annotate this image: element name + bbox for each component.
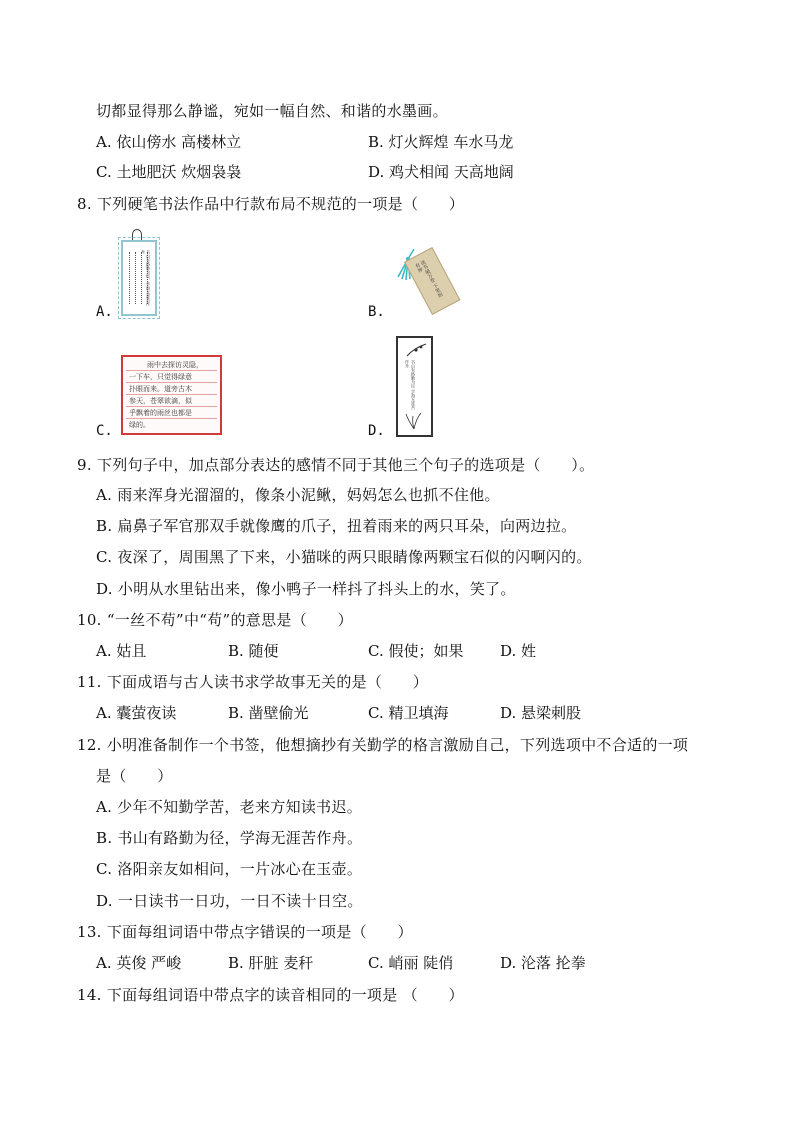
bookmark-c-image — [121, 355, 222, 435]
bookmark-d-text: 书山有路勤为径 学海无涯苦作舟 — [405, 360, 416, 410]
q10-option-d: D. 姓 — [500, 642, 537, 660]
bookmark-b-text: 读书破万卷 下笔如有神 — [413, 259, 444, 299]
q13-option-b: B. 肝脏 麦秆 — [228, 954, 314, 972]
q13-option-a: A. 英俊 严峻 — [96, 954, 182, 972]
q10-option-b: B. 随便 — [228, 642, 279, 660]
q8-label-c: C. — [96, 423, 113, 439]
q11-option-b: B. 凿壁偷光 — [228, 704, 309, 722]
bookmark-a-ring — [132, 229, 142, 240]
q7-option-a: A. 依山傍水 高楼林立 — [96, 133, 242, 151]
q13-option-d: D. 沦落 抡拳 — [500, 954, 586, 972]
q13-stem: 13. 下面每组词语中带点字错误的一项是（ ） — [77, 923, 413, 941]
orchid-icon — [404, 410, 424, 430]
bookmark-c-line-4: 参天，苍翠欲滴，似 — [129, 397, 192, 405]
q10-stem: 10. “一丝不苟”中“苟”的意思是（ ） — [77, 611, 353, 629]
q7-option-b: B. 灯火辉煌 车水马龙 — [368, 133, 514, 151]
q12-option-c: C. 洛阳亲友如相问，一片冰心在玉壶。 — [96, 860, 363, 878]
bookmark-a-text: 书山有路勤为径，学海无涯苦作舟 — [141, 250, 151, 306]
q7-option-c: C. 土地肥沃 炊烟袅袅 — [96, 163, 242, 181]
bookmark-c-line-6: 绿的。 — [129, 421, 150, 429]
q11-stem: 11. 下面成语与古人读书求学故事无关的是（ ） — [77, 673, 429, 691]
q11-option-a: A. 囊萤夜读 — [96, 704, 177, 722]
branch-icon — [406, 342, 428, 358]
q9-option-d: D. 小明从水里钻出来，像小鸭子一样抖了抖头上的水，笑了。 — [96, 580, 516, 598]
q12-option-b: B. 书山有路勤为径，学海无涯苦作舟。 — [96, 829, 363, 847]
q9-option-c: C. 夜深了，周围黑了下来，小猫咪的两只眼睛像两颗宝石似的闪啊闪的。 — [96, 548, 592, 566]
q9-option-b: B. 扁鼻子军官那双手就像鹰的爪子，扭着雨来的两只耳朵，向两边拉。 — [96, 517, 577, 535]
q8-label-d: D. — [368, 423, 385, 439]
q11-option-c: C. 精卫填海 — [368, 704, 449, 722]
q13-option-c: C. 峭丽 陡俏 — [368, 954, 454, 972]
q9-stem: 9. 下列句子中，加点部分表达的感情不同于其他三个句子的选项是（ ）。 — [77, 456, 595, 474]
q8-stem: 8. 下列硬笔书法作品中行款布局不规范的一项是（ ） — [77, 195, 465, 213]
bookmark-a-image — [121, 240, 157, 316]
q7-stem-tail: 切都显得那么静谧，宛如一幅自然、和谐的水墨画。 — [96, 102, 448, 120]
q10-option-a: A. 姑且 — [96, 642, 147, 660]
bookmark-c-line-5: 乎飘着的雨丝也都是 — [129, 409, 192, 417]
q11-option-d: D. 悬梁刺股 — [500, 704, 582, 722]
q12-option-a: A. 少年不知勤学苦，老来方知读书迟。 — [96, 798, 363, 816]
q14-stem: 14. 下面每组词语中带点字的读音相同的一项是 （ ） — [77, 986, 464, 1004]
q7-option-d: D. 鸡犬相闻 天高地阔 — [368, 163, 514, 181]
q12-stem-cont: 是（ ） — [96, 767, 173, 785]
bookmark-c-line-3: 扑眼而来。道旁古木 — [129, 385, 192, 393]
q8-label-a: A. — [96, 304, 113, 320]
bookmark-c-line-2: 一下车，只觉得绿意 — [129, 373, 192, 381]
bookmark-d-image — [396, 336, 433, 437]
q12-option-d: D. 一日读书一日功，一日不读十日空。 — [96, 892, 363, 910]
bookmark-c-line-1: 雨中去探访灵隐， — [147, 361, 203, 369]
q9-option-a: A. 雨来浑身光溜溜的，像条小泥鳅，妈妈怎么也抓不住他。 — [96, 486, 500, 504]
q12-stem: 12. 小明准备制作一个书签，他想摘抄有关勤学的格言激励自己，下列选项中不合适的一项 — [77, 736, 689, 754]
q10-option-c: C. 假使；如果 — [368, 642, 464, 660]
q8-label-b: B. — [368, 304, 385, 320]
